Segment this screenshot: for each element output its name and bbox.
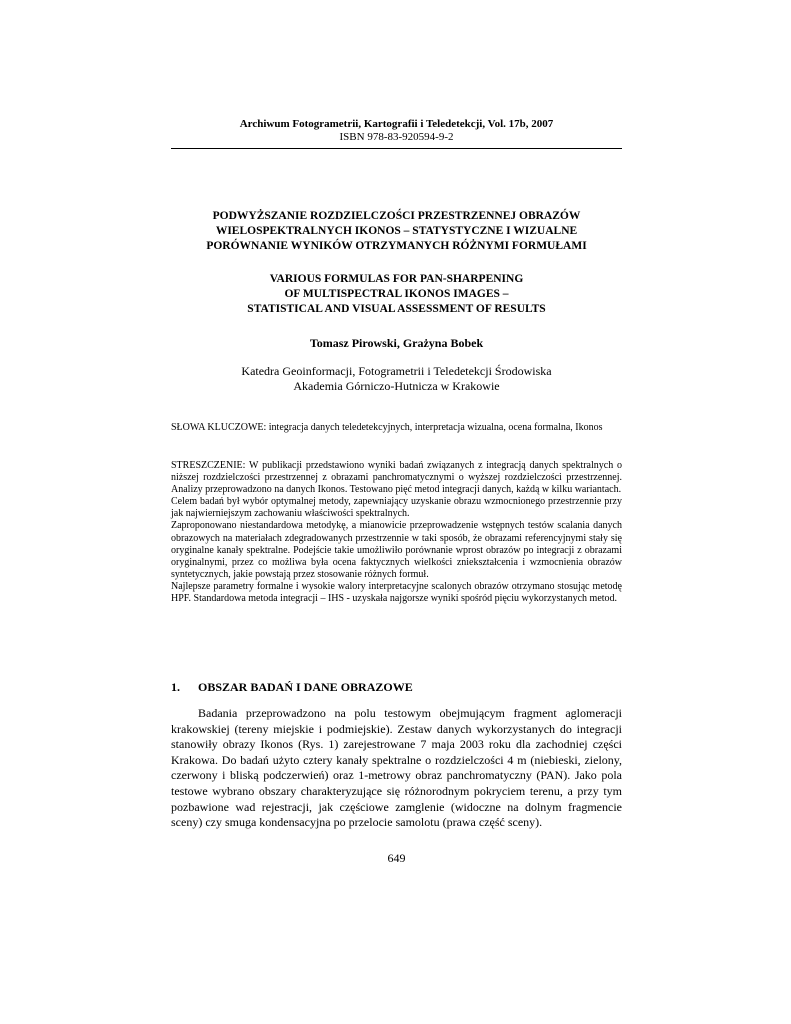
authors: Tomasz Pirowski, Grażyna Bobek	[309, 336, 484, 350]
journal-header	[171, 118, 622, 144]
section-title: OBSZAR BADAŃ I DANE OBRAZOWE	[198, 680, 413, 694]
isbn: ISBN 978-83-920594-9-2	[339, 131, 454, 143]
title-line: OF MULTISPECTRAL IKONOS IMAGES –	[284, 288, 509, 300]
abstract-paragraph: Zaproponowano niestandardowa metodykę, a mianowicie przeprowadzenie wstępnych testów scalania danych obrazowych na materiałach zdegradowanych przestrzennie w taki sposób, że obrazami referencyjnymi stały się oryginalne kanały spektralne. Podejście takie umożliwiło porównanie wprost obrazów po integracji z obrazami oryginalnymi, przez co możliwa była ocena faktycznych wielkości zniekształcenia i wzmocnienia obrazów syntetycznych, jakie powstają przez stosowanie różnych formuł.	[171, 520, 622, 580]
title-line: PODWYŻSZANIE ROZDZIELCZOŚCI PRZESTRZENNEJ OBRAZÓW	[212, 210, 581, 222]
affiliation-line: Akademia Górniczo-Hutnicza w Krakowie	[293, 379, 500, 393]
abstract-paragraph: Najlepsze parametry formalne i wysokie walory interpretacyjne scalonych obrazów otrzymano stosując metodę HPF. Standardowa metoda integracji – IHS - uzyskała najgorsze wyniki spośród pięciu wykorzystanych metod.	[171, 580, 622, 605]
title-line: VARIOUS FORMULAS FOR PAN-SHARPENING	[269, 273, 524, 285]
affiliation	[171, 364, 622, 394]
section-number: 1.	[171, 680, 180, 694]
keywords: SŁOWA KLUCZOWE: integracja danych teledetekcyjnych, interpretacja wizualna, ocena formalna, Ikonos	[171, 422, 603, 433]
abstract-paragraph: Celem badań był wybór optymalnej metody, zapewniający uzyskanie obrazu wzmocnionego przestrzennie przy jak najwierniejszym zachowaniu właściwości spektralnych.	[171, 496, 622, 520]
page-number: 649	[387, 851, 406, 865]
title-line: STATISTICAL AND VISUAL ASSESSMENT OF RESULTS	[247, 303, 546, 315]
header-rule	[171, 148, 622, 149]
affiliation-line: Katedra Geoinformacji, Fotogrametrii i Teledetekcji Środowiska	[241, 364, 552, 378]
section-body-paragraph: Badania przeprowadzono na polu testowym obejmującym fragment aglomeracji krakowskiej (tereny miejskie i podmiejskie). Zestaw danych wykorzystanych do integracji stanowiły obrazy Ikonos (Rys. 1) zarejestrowane 7 maja 2003 roku dla zachodniej części Krakowa. Do badań użyto cztery kanały spektralne o rozdzielczości 4 m (niebieski, zielony, czerwony i bliską podczerwień) oraz 1-metrowy obraz panchromatyczny (PAN). Jako pola testowe wybrano obszary charakteryzujące się różnorodnym pokryciem terenu, a przy tym pozbawione wad rejestracji, jak częściowe zamglenie (widoczne na dolnym fragmencie sceny) czy smuga kondensacyjna po przelocie samolotu (prawa część sceny).	[171, 706, 622, 830]
title-line: PORÓWNANIE WYNIKÓW OTRZYMANYCH RÓŻNYMI FORMUŁAMI	[206, 240, 587, 252]
section-heading	[171, 680, 622, 695]
title-polish	[171, 209, 622, 254]
title-english	[171, 272, 622, 317]
abstract-paragraph: STRESZCZENIE: W publikacji przedstawiono wyniki badań związanych z integracją danych spektralnych o niższej rozdzielczości przestrzennej z obrazami panchromatycznymi o wyższej rozdzielczości przestrzennej. Analizy przeprowadzono na danych Ikonos. Testowano pięć metod integracji danych, każdą w kilku wariantach.	[171, 460, 622, 496]
abstract	[171, 460, 622, 605]
title-line: WIELOSPEKTRALNYCH IKONOS – STATYSTYCZNE I WIZUALNE	[215, 225, 578, 237]
journal-title: Archiwum Fotogrametrii, Kartografii i Teledetekcji, Vol. 17b, 2007	[239, 118, 554, 130]
